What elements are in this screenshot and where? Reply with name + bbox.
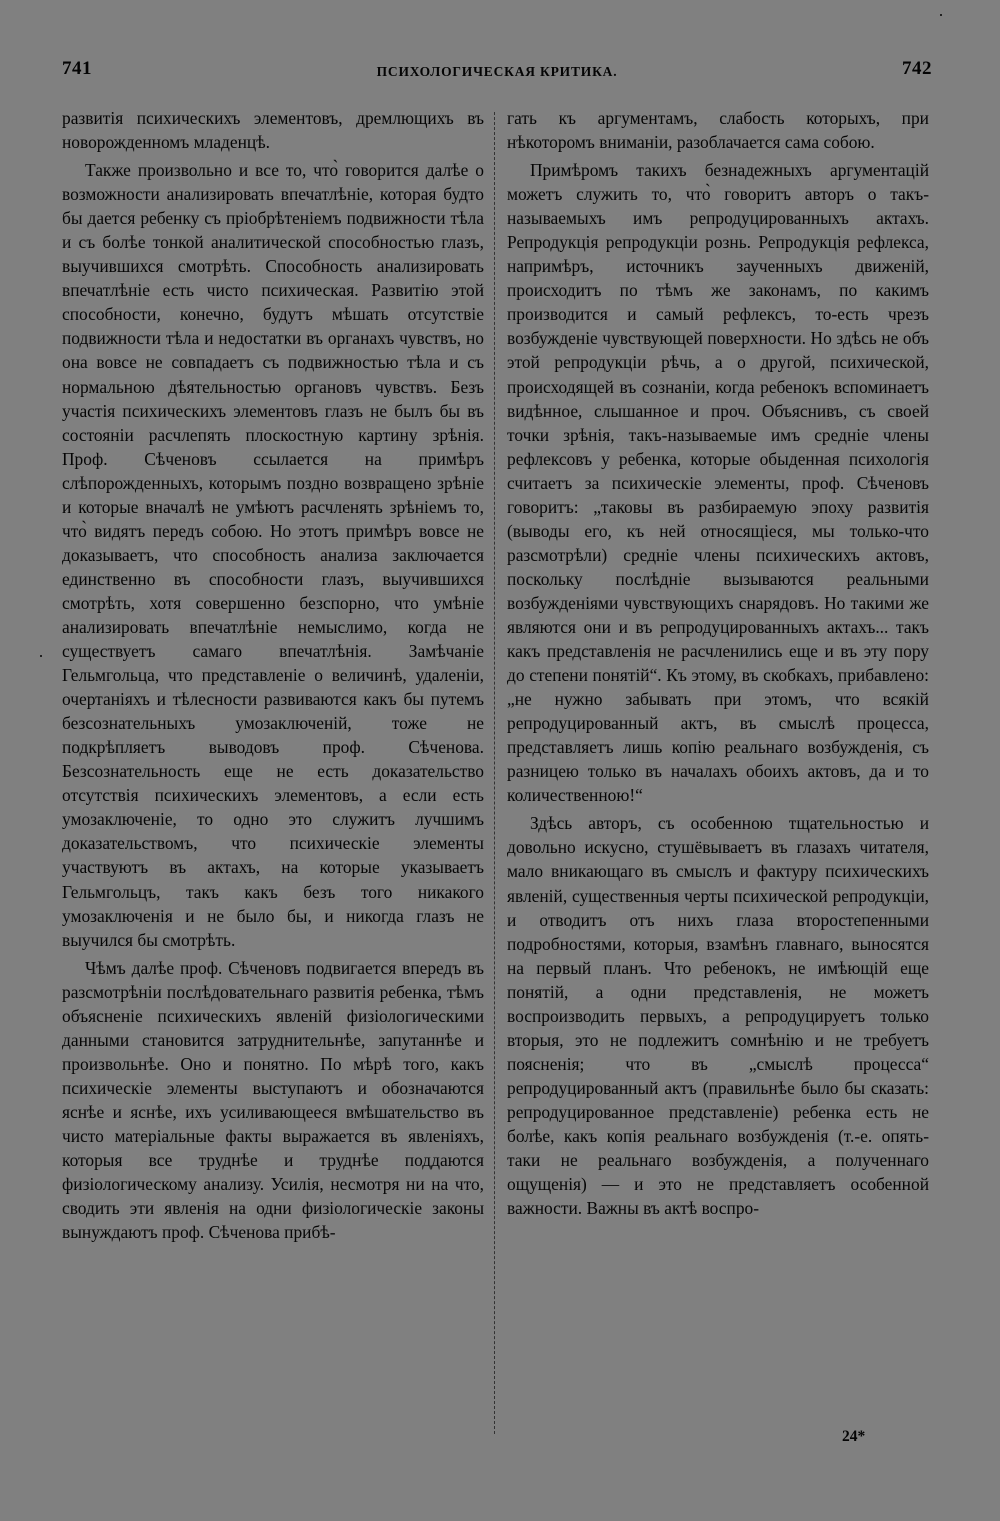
right-paragraph-2: Примѣромъ такихъ безнадежныхъ аргументацій можетъ служить то, что̀ говоритъ авторъ о такъ-называемыхъ имъ репродуцированныхъ актахъ. Репродукція репродукціи рознь. Репродукція рефлекса, напримѣръ, источникъ заученныхъ движеній, происходитъ по тѣмъ же законамъ, по какимъ производится и самый рефлексъ, то-есть чрезъ возбужденіе чувствующей поверхности. Но здѣсь не объ этой репродукціи рѣчь, а о другой, психической, происходящей въ сознаніи, когда ребенокъ вспоминаетъ видѣнное, слышанное и проч. Объяснивъ, съ своей точки зрѣнія, такъ-называемые имъ средніе члены рефлексовъ у ребенка, которые обыденная психологія считаетъ за психическіе элементы, проф. Сѣченовъ говоритъ: „таковы въ разбираемую эпоху развитія (выводы его, къ ней относящіеся, мы только-что разсмотрѣли) средніе члены психическихъ актовъ, поскольку послѣдніе вызываются реальными возбужденіями чувствующихъ снарядовъ. Но такими же являются они и въ репродуцированныхъ актахъ... такъ какъ представленія не расчленились еще и въ эту пору до степени понятій“. Къ этому, въ скобкахъ, прибавлено: „не нужно забывать при этомъ, что всякій репродуцированный актъ, въ смыслѣ процесса, представляетъ лишь копію реальнаго возбужденія, съ разницею только въ началахъ обоихъ актовъ, да и то количественною!“ (507, 160, 929, 806)
running-title: ПСИХОЛОГИЧЕСКАЯ КРИТИКА. (376, 64, 618, 79)
page-header (62, 58, 932, 88)
scan-speck (40, 655, 42, 657)
column-divider (494, 112, 495, 1434)
left-paragraph-1: развитія психическихъ элементовъ, дремлющихъ въ новорожденномъ младенцѣ. (62, 108, 484, 153)
signature-mark: 24* (842, 1428, 866, 1445)
left-paragraph-2: Также произвольно и все то, что̀ говорится далѣе о возможности анализировать впечатлѣніе, которая будто бы дается ребенку съ пріобрѣтеніемъ подвижности тѣла и съ болѣе тонкой аналитической способностью глазъ, выучившихся смотрѣть. Способность анализировать впечатлѣніе есть чисто психическая. Развитію этой способности, конечно, будутъ мѣшать отсутствіе подвижности тѣла и недостатки въ органахъ чувствъ, но она вовсе не совпадаетъ съ подвижностью тѣла и съ нормальною дѣятельностью органовъ чувствъ. Безъ участія психическихъ элементовъ глазъ не былъ бы въ состояніи расчлепять плоскостную картину зрѣнія. Проф. Сѣченовъ ссылается на примѣръ слѣпорожденныхъ, которымъ поздно возвращено зрѣніе и которые вначалѣ не умѣютъ расчленять зрѣніемъ то, что̀ видятъ передъ собою. Но этотъ примѣръ вовсе не доказываетъ, что способность анализа заключается единственно въ способности глазъ, выучившихся смотрѣть, хотя совершенно безспорно, что умѣніе анализировать впечатлѣніе немыслимо, когда не существуетъ самаго впечатлѣнія. Замѣчаніе Гельмгольца, что представленіе о величинѣ, удаленіи, очертаніяхъ и тѣлесности развиваются какъ бы путемъ безсознательныхъ умозаключеній, тоже не подкрѣпляетъ выводовъ проф. Сѣченова. Безсознательность еще не есть доказательство отсутствія психическихъ элементовъ, а если есть умозаключеніе, то одно это служитъ лучшимъ доказательствомъ, что психическіе элементы участвуютъ въ актахъ, на которые указываетъ Гельмгольцъ, такъ какъ безъ того никакого умозаключенія и не было бы, и никогда глазъ не выучился бы смотрѣть. (62, 160, 484, 950)
left-page-number: 741 (62, 58, 92, 79)
right-paragraph-3: Здѣсь авторъ, съ особенною тщательностью и довольно искусно, стушёвываетъ въ глазахъ читателя, мало вникающаго въ смыслъ и фактуру психическихъ явленій, существенныя черты психической репродукціи, и отводитъ отъ нихъ глаза второстепенными подробностями, которыя, взамѣнъ главнаго, выносятся на первый планъ. Что ребенокъ, не имѣющій еще понятій, а одни представленія, не можетъ воспроизводить первыхъ, а репродуцируетъ только вторыя, это не подлежитъ сомнѣнію и не требуетъ поясненія; что въ „смыслѣ процесса“ репродуцированный актъ (правильнѣе было бы сказать: репродуцированное представленіе) ребенка есть не болѣе, какъ копія реальнаго возбужденія (т.-е. опять-таки не реальнаго возбужденія, а полученнаго ощущенія) — и это не представляетъ особенной важности. Важны въ актѣ воспро- (507, 813, 929, 1219)
right-paragraph-1: гать къ аргументамъ, слабость которыхъ, при нѣкоторомъ вниманіи, разоблачается сама собою. (507, 108, 929, 153)
scan-speck (940, 14, 942, 16)
left-column (62, 106, 484, 1244)
right-page-number: 742 (902, 58, 932, 79)
left-paragraph-3: Чѣмъ далѣе проф. Сѣченовъ подвигается впередъ въ разсмотрѣніи послѣдовательнаго развитія ребенка, тѣмъ объясненіе психическихъ явленій физіологическими данными становится затруднительнѣе, запутаннѣе и произвольнѣе. Оно и понятно. По мѣрѣ того, какъ психическіе элементы выступаютъ и обозначаются яснѣе и яснѣе, ихъ усиливающееся вмѣшательство въ чисто матеріальные факты выражается въ явленіяхъ, которыя все труднѣе и труднѣе поддаются физіологическому анализу. Усилія, несмотря ни на что, сводить эти явленія на одни физіологическіе законы вынуждаютъ проф. Сѣченова прибѣ- (62, 957, 484, 1243)
right-column (507, 106, 929, 1220)
